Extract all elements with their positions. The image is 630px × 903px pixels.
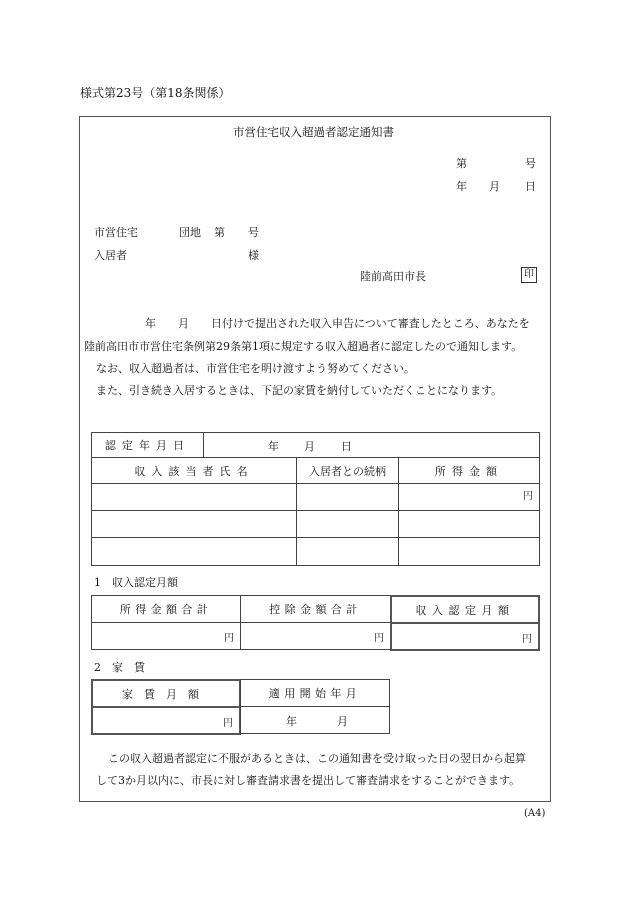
page-title: 市営住宅収入超過者認定通知書: [233, 125, 394, 139]
section2-label: 2 家 賃: [94, 661, 145, 674]
s2-col2-header: [240, 679, 390, 707]
row3-name[interactable]: [91, 537, 297, 566]
s1-col2-header: [240, 595, 391, 623]
s2-start-month: 月: [337, 715, 348, 728]
col-income-header: [398, 457, 540, 484]
cert-date-month: 月: [304, 440, 315, 453]
section1-label: 1 収入認定月額: [94, 576, 178, 589]
body-line4: また、引き続き入居するときは、下記の家賃を納付していただくことになります。: [96, 384, 503, 397]
s1-col3-header: [390, 595, 540, 624]
appeal-notice-line1: この収入超過者認定に不服があるときは、この通知書を受け取った日の翌日から起算: [108, 752, 526, 765]
seal-mark: 印: [521, 267, 537, 283]
body-line1: 日付けで提出された収入申告について審査したところ、あなたを: [211, 317, 530, 330]
s1-col1-value[interactable]: [91, 622, 241, 650]
paper-size-label: (A4): [524, 808, 546, 819]
resident-sama: 様: [248, 249, 259, 262]
row2-relation[interactable]: [296, 510, 399, 538]
date-year: 年: [456, 180, 467, 193]
row1-name[interactable]: [91, 483, 297, 511]
row3-relation[interactable]: [296, 537, 399, 566]
cert-date-year: 年: [268, 440, 279, 453]
s2-start-year: 年: [286, 715, 297, 728]
s1-col2-yen: 円: [374, 633, 384, 644]
body-line3: なお、収入超過者は、市営住宅を明け渡すよう努めてください。: [96, 362, 415, 375]
s1-col1-yen: 円: [224, 633, 234, 644]
s2-col1-label: 家賃月額: [122, 687, 210, 701]
s1-col1-label: 所得金額合計: [119, 603, 213, 616]
notice-number-go: 号: [525, 157, 536, 170]
s1-col3-yen: 円: [522, 634, 532, 645]
col-name-header: [91, 457, 297, 484]
body-line1-month: 月: [178, 317, 189, 330]
s1-col3-label: 収入認定月額: [415, 603, 515, 617]
s1-col3-value[interactable]: [390, 622, 540, 651]
cert-date-value-cell[interactable]: [203, 432, 540, 458]
s1-col2-value[interactable]: [240, 622, 391, 650]
col-relation-header: [296, 457, 399, 484]
col-relation-label: 入居者との続柄: [309, 464, 386, 478]
date-month: 月: [489, 180, 500, 193]
notice-number-dai: 第: [456, 157, 467, 170]
s1-col1-header: [91, 595, 241, 623]
housing-label: 市営住宅: [94, 226, 138, 239]
appeal-notice-line2: して3か月以内に、市長に対し審査請求書を提出して審査請求をすることができます。: [96, 774, 521, 787]
room-dai: 第: [214, 226, 225, 239]
s2-col1-header: [91, 679, 241, 708]
s1-col2-label: 控除金額合計: [269, 603, 362, 616]
resident-label: 入居者: [94, 249, 127, 262]
cert-date-label-cell: [91, 432, 204, 458]
s2-col2-value[interactable]: [240, 706, 390, 734]
row1-income[interactable]: [398, 483, 540, 511]
danchi-label: 団地: [179, 226, 201, 239]
row2-income[interactable]: [398, 510, 540, 538]
row1-relation[interactable]: [296, 483, 399, 511]
body-line1-year: 年: [145, 317, 156, 330]
cert-date-day: 日: [341, 440, 352, 453]
form-number: 様式第23号（第18条関係）: [80, 86, 231, 100]
body-line2: 陸前高田市市営住宅条例第29条第1項に規定する収入超過者に認定したので通知します。: [84, 340, 523, 353]
s2-col1-value[interactable]: [91, 706, 241, 735]
issuer-name: 陸前高田市長: [360, 270, 426, 283]
room-go: 号: [248, 226, 259, 239]
col-name-label: 収入該当者氏名: [134, 464, 254, 478]
row1-yen: 円: [523, 491, 533, 502]
row2-name[interactable]: [91, 510, 297, 538]
col-income-label: 所得金額: [434, 464, 504, 478]
s2-col1-yen: 円: [223, 718, 233, 729]
date-day: 日: [525, 180, 536, 193]
cert-date-label: 認定年月日: [104, 439, 191, 452]
s2-col2-label: 適用開始年月: [268, 687, 362, 700]
row3-income[interactable]: [398, 537, 540, 566]
